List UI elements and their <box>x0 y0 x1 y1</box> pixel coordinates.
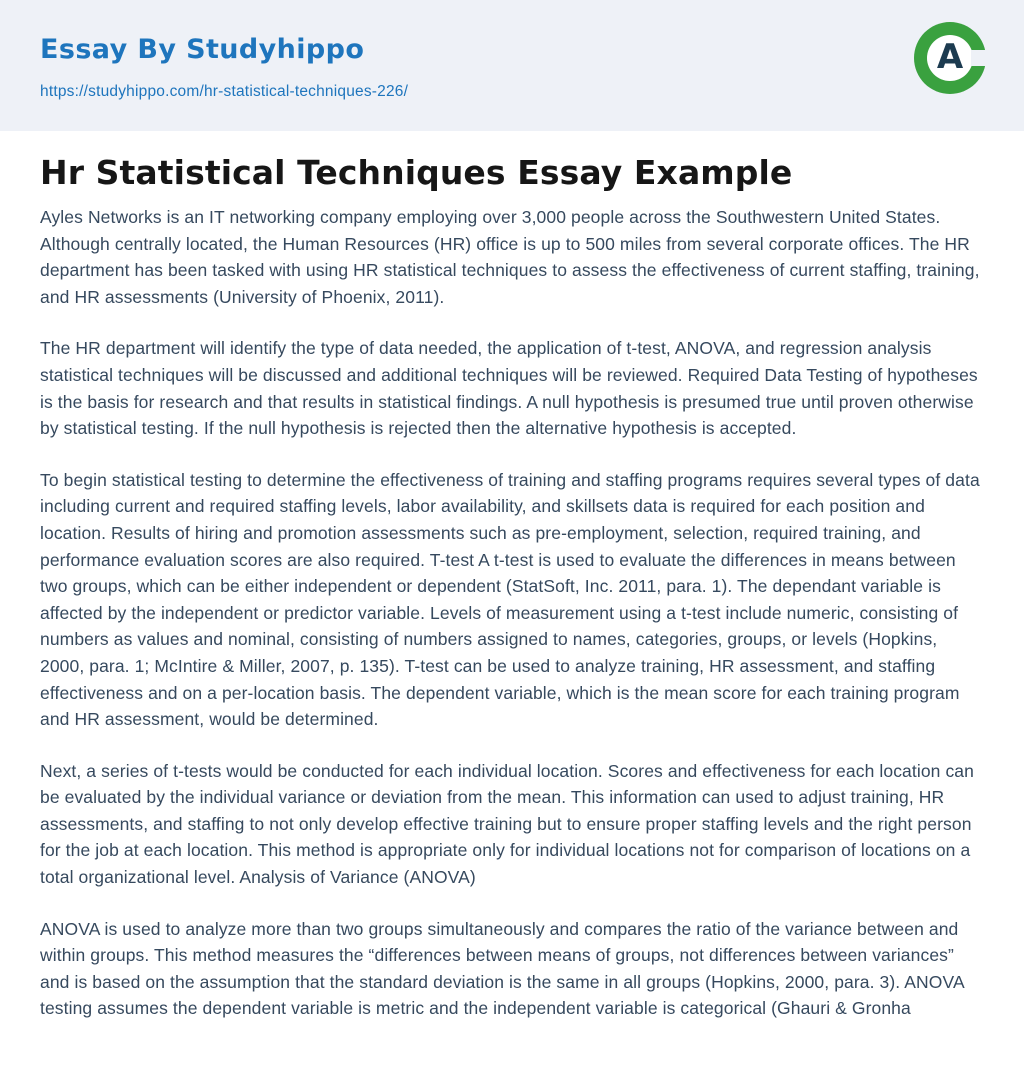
logo-letter-a: A <box>936 37 964 77</box>
page-title: Hr Statistical Techniques Essay Example <box>40 153 793 192</box>
essay-paragraph: ANOVA is used to analyze more than two groups simultaneously and compares the ratio of the variance between and within groups. This method measures the “differences between means of groups, not differences between variances” and is based on the assumption that the standard deviation is the same in all groups (Hopkins, 2000, para. 3). ANOVA testing assumes the dependent variable is metric and the independent variable is categorical (Ghauri & Gronha <box>40 918 964 1019</box>
article-content <box>0 153 1024 1087</box>
page-header <box>0 0 1024 131</box>
essay-paragraph: To begin statistical testing to determine the effectiveness of training and staffing programs requires several types of data including current and required staffing levels, labor availability, and skillsets data is required for each position and location. Results of hiring and promotion assessments such as pre-employment, selection, required training, and performance evaluation scores are also required. T-test A t-test is used to evaluate the differences in means between two groups, which can be either independent or dependent (StatSoft, Inc. 2011, para. 1). The dependant variable is affected by the independent or predictor variable. Levels of measurement using a t-test include numeric, consisting of numbers as values and nominal, consisting of numbers assigned to names, categories, groups, or levels (Hopkins, 2000, para. 1; McIntire & Miller, 2007, p. 135). T-test can be used to analyze training, HR assessment, and staffing effectiveness and on a per-location basis. The dependent variable, which is the mean score for each training program and HR assessment, would be determined. <box>40 469 980 730</box>
article-url-link[interactable]: https://studyhippo.com/hr-statistical-techniques-226/ <box>40 83 409 100</box>
studyhippo-logo <box>914 22 986 94</box>
essay-paragraph: Ayles Networks is an IT networking company employing over 3,000 people across the Southwestern United States. Although centrally located, the Human Resources (HR) office is up to 500 miles from several corporate offices. The HR department has been tasked with using HR statistical techniques to assess the effectiveness of current staffing, training, and HR assessments (University of Phoenix, 2011). <box>40 207 980 307</box>
essay-paragraph: The HR department will identify the type of data needed, the application of t-test, ANOVA, and regression analysis statistical techniques will be discussed and additional techniques will be reviewed. Required Data Testing of hypotheses is the basis for research and that results in statistical findings. A null hypothesis is presumed true until proven otherwise by statistical testing. If the null hypothesis is rejected then the alternative hypothesis is accepted. <box>40 338 978 439</box>
site-title: Essay By Studyhippo <box>40 34 365 65</box>
essay-paragraph: Next, a series of t-tests would be conducted for each individual location. Scores and effectiveness for each location can be evaluated by the individual variance or deviation from the mean. This information can used to adjust training, HR assessments, and staffing to not only develop effective training but to ensure proper staffing levels and the right person for the job at each location. This method is appropriate only for individual locations not for comparison of locations on a total organizational level. Analysis of Variance (ANOVA) <box>40 760 974 888</box>
